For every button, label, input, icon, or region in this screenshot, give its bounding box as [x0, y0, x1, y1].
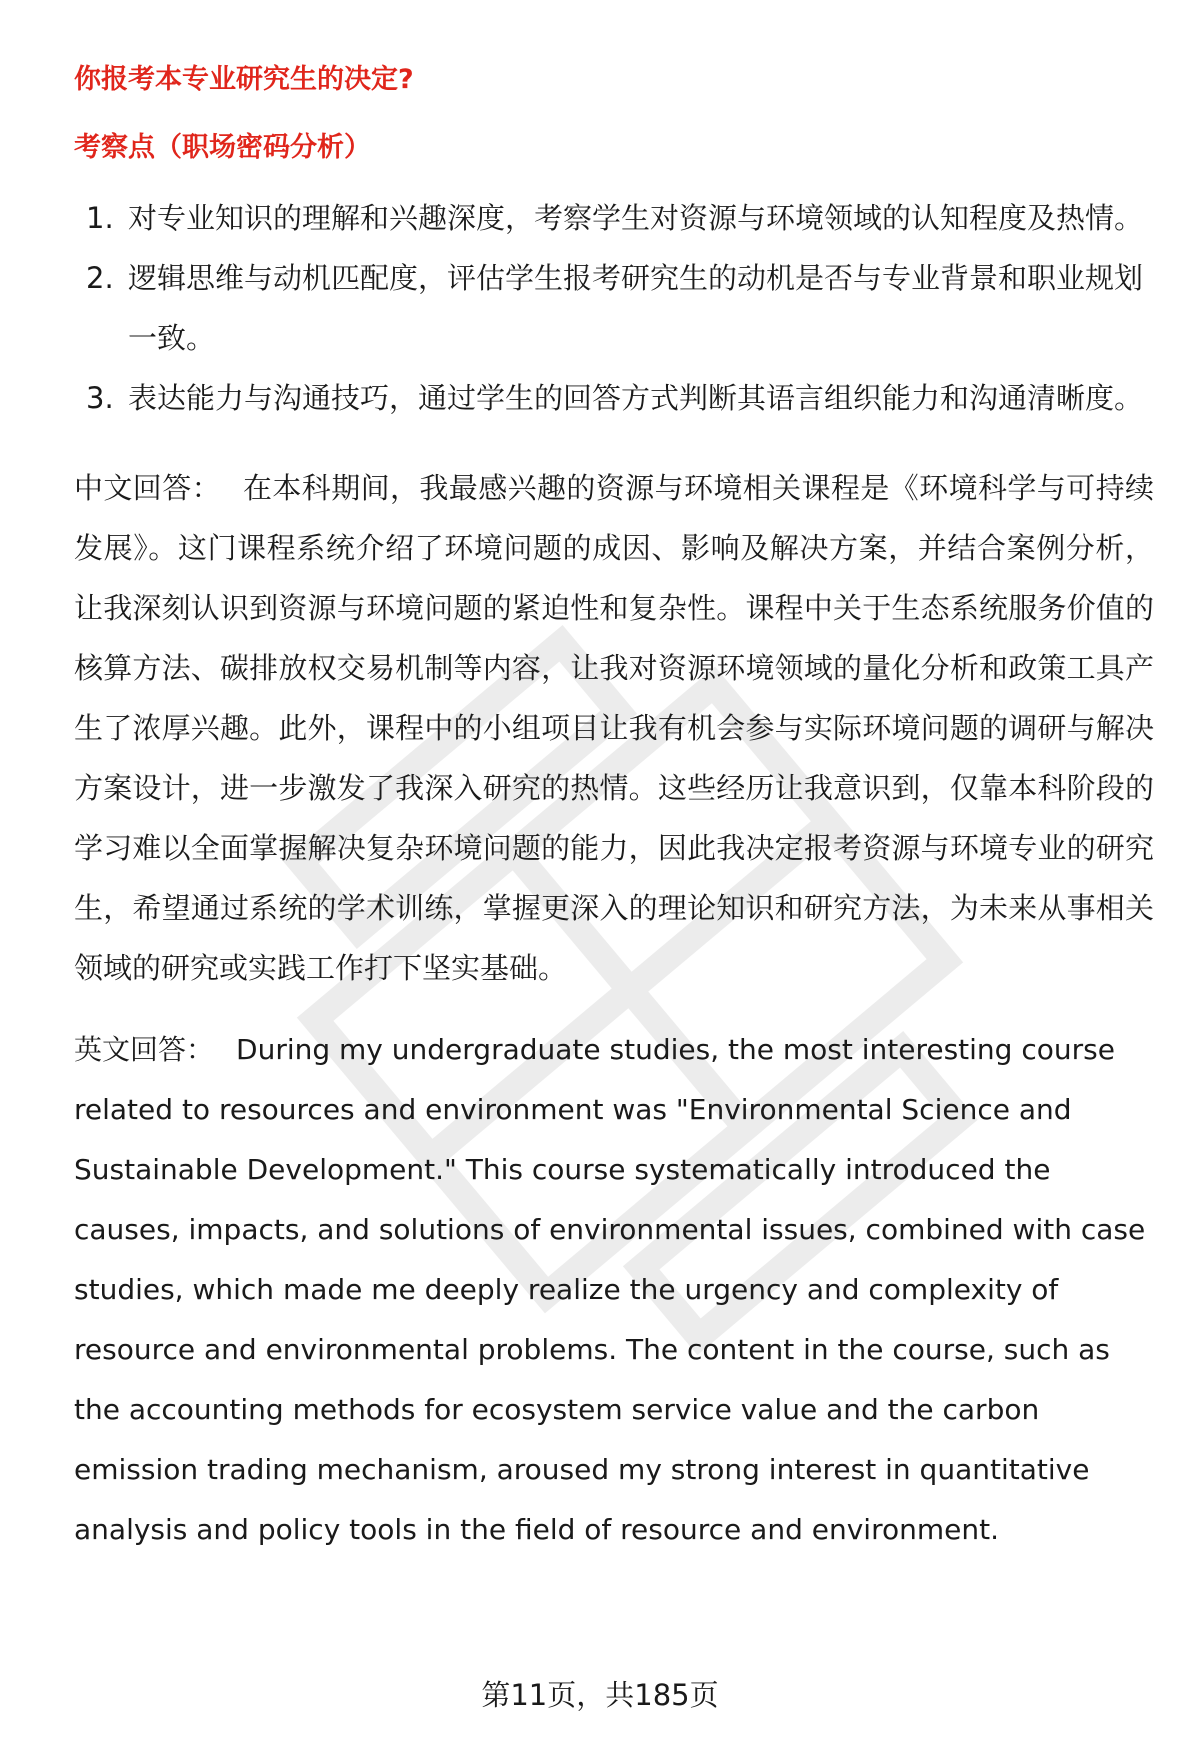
list-item [74, 248, 1154, 368]
list-item-text: 逻辑思维与动机匹配度，评估学生报考研究生的动机是否与专业背景和职业规划一致。 [128, 261, 1144, 355]
english-answer-paragraph [74, 1020, 1154, 1560]
list-item-number: 2. [86, 261, 114, 295]
chinese-answer-text: 在本科期间，我最感兴趣的资源与环境相关课程是《环境科学与可持续发展》。这门课程系统介绍了环境问题的成因、影响及解决方案，并结合案例分析，让我深刻认识到资源与环境问题的紧迫性和复杂性。课程中关于生态系统服务价值的核算方法、碳排放权交易机制等内容，让我对资源环境领域的量化分析和政策工具产生了浓厚兴趣。此外，课程中的小组项目让我有机会参与实际环境问题的调研与解决方案设计，进一步激发了我深入研究的热情。这些经历让我意识到，仅靠本科阶段的学习难以全面掌握解决复杂环境问题的能力，因此我决定报考资源与环境专业的研究生，希望通过系统的学术训练，掌握更深入的理论知识和研究方法，为未来从事相关领域的研究或实践工作打下坚实基础。 [74, 471, 1154, 985]
list-item [74, 368, 1154, 428]
list-item-text: 对专业知识的理解和兴趣深度，考察学生对资源与环境领域的认知程度及热情。 [128, 201, 1144, 235]
list-item-number: 3. [86, 381, 114, 415]
english-answer-text: During my undergraduate studies, the most interesting course related to resources and environment was "Environmental Science and Sustainable Development." This course systematically introduced the causes, impacts, and solutions of environmental issues, combined with case studies, which made me deeply realize the urgency and complexity of resource and environmental problems. The content in the course, such as the accounting methods for ecosystem service value and the carbon emission trading mechanism, aroused my strong interest in quantitative analysis and policy tools in the field of resource and environment. [74, 1033, 1146, 1546]
assessment-heading: 考察点（职场密码分析） [74, 132, 371, 163]
chinese-answer-label: 中文回答： [74, 471, 221, 505]
list-item [74, 188, 1154, 248]
chinese-answer-paragraph [74, 458, 1154, 998]
question-heading: 你报考本专业研究生的决定? [74, 64, 414, 95]
page-number-footer: 第11页，共185页 [481, 1678, 719, 1712]
list-item-text: 表达能力与沟通技巧，通过学生的回答方式判断其语言组织能力和沟通清晰度。 [128, 381, 1144, 415]
assessment-list [74, 188, 1154, 428]
english-answer-label: 英文回答： [74, 1033, 215, 1066]
list-item-number: 1. [86, 201, 114, 235]
main-content [74, 60, 1154, 1582]
